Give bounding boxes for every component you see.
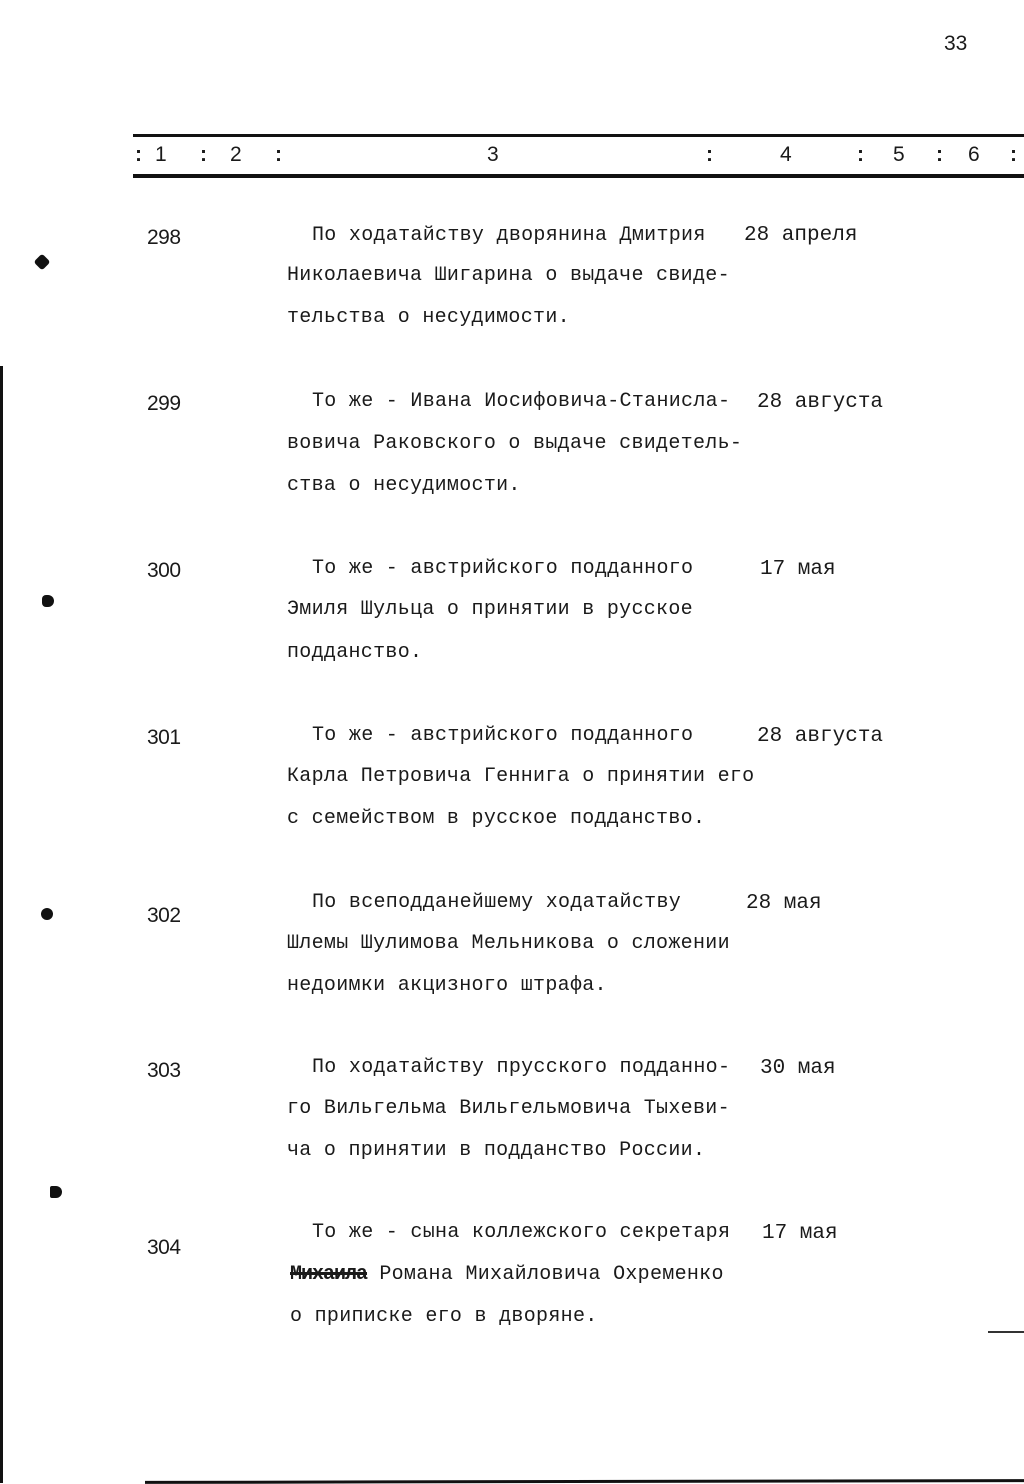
entry-text-line: Эмиля Шульца о принятии в русское [287, 598, 693, 621]
entry-date: 17 мая [760, 558, 836, 581]
column-header-5: 5 [893, 143, 905, 166]
entry-date: 28 апреля [744, 224, 858, 247]
page-number: 33 [944, 32, 968, 55]
entry-text-line: То же - австрийского подданного [312, 557, 694, 580]
struck-out-word: Михаила [290, 1263, 368, 1286]
entry-number: 299 [147, 392, 181, 415]
column-separator: : [936, 143, 943, 166]
header-rule-top [133, 134, 1024, 137]
entry-number: 302 [147, 904, 181, 927]
column-separator: : [857, 143, 864, 166]
scan-border-left [0, 366, 3, 1483]
entry-text-line: подданство. [287, 641, 423, 664]
entry-text-line: ства о несудимости. [287, 474, 521, 497]
column-header-3: 3 [487, 143, 499, 166]
margin-mark-icon [50, 1186, 62, 1198]
entry-text-line: с семейством в русское подданство. [287, 807, 706, 830]
entry-number: 300 [147, 559, 181, 582]
entry-text-line: го Вильгельма Вильгельмовича Тыхеви- [287, 1097, 730, 1120]
entry-text-line: По ходатайству прусского подданно- [312, 1056, 731, 1079]
entry-text-line: Карла Петровича Геннига о принятии его [287, 765, 755, 788]
column-header-6: 6 [968, 143, 980, 166]
table-header [0, 143, 1024, 171]
entry-number: 303 [147, 1059, 181, 1082]
entry-text-line: Николаевича Шигарина о выдаче свиде- [287, 264, 730, 287]
entry-text-fragment: Романа Михайловича Охременко [379, 1263, 724, 1286]
margin-mark-icon [34, 254, 51, 271]
entry-date: 30 мая [760, 1057, 836, 1080]
entry-text-line: По ходатайству дворянина Дмитрия [312, 224, 706, 247]
header-rule-bottom [133, 174, 1024, 178]
entry-number: 301 [147, 726, 181, 749]
entry-text-line: То же - Ивана Иосифовича-Станисла- [312, 390, 731, 413]
column-header-4: 4 [780, 143, 792, 166]
margin-mark-icon [41, 908, 53, 920]
entry-date: 17 мая [762, 1222, 838, 1245]
entry-text-line: Шлемы Шулимова Мельникова о сложении [287, 932, 730, 955]
entry-text-line: тельства о несудимости. [287, 306, 570, 329]
entry-text-line: По всеподданейшему ходатайству [312, 891, 682, 914]
margin-dash [988, 1331, 1024, 1333]
entry-text-line: недоимки акцизного штрафа. [287, 974, 607, 997]
column-separator: : [706, 143, 713, 166]
entry-date: 28 августа [757, 725, 884, 748]
entry-text-line: ча о принятии в подданство России. [287, 1139, 706, 1162]
entry-text-line: вовича Раковского о выдаче свидетель- [287, 432, 743, 455]
column-header-2: 2 [230, 143, 242, 166]
column-separator: : [135, 143, 142, 166]
entry-number: 304 [147, 1236, 181, 1259]
entry-date: 28 августа [757, 391, 884, 414]
column-header-1: 1 [155, 143, 167, 166]
scan-border-bottom [145, 1479, 1024, 1484]
column-separator: : [275, 143, 282, 166]
entry-date: 28 мая [746, 892, 822, 915]
column-separator: : [200, 143, 207, 166]
margin-mark-icon [42, 595, 54, 607]
column-separator: : [1010, 143, 1017, 166]
entry-text-line [290, 1263, 724, 1286]
entry-number: 298 [147, 226, 181, 249]
entry-text-line: о приписке его в дворяне. [290, 1305, 598, 1328]
entry-text-line: То же - австрийского подданного [312, 724, 694, 747]
entry-text-line: То же - сына коллежского секретаря [312, 1221, 731, 1244]
